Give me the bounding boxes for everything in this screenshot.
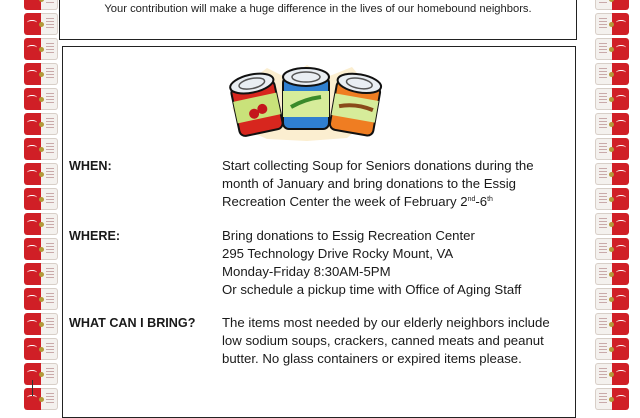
soup-can-medal [39, 197, 44, 202]
soup-can-script [27, 220, 37, 225]
what-to-bring-section [69, 314, 569, 374]
soup-can-medal [609, 72, 614, 77]
soup-can-medal [39, 372, 44, 377]
where-line: Bring donations to Essig Recreation Center [222, 228, 475, 243]
when-line: month of January and bring donations to the Essig [222, 176, 516, 191]
soup-can-icon [595, 388, 629, 410]
soup-can-medal [609, 172, 614, 177]
soup-can-icon [595, 338, 629, 360]
soup-can-script [616, 220, 626, 225]
soup-can-border-left [24, 0, 60, 413]
soup-can-lines [599, 368, 607, 380]
soup-can-lines [46, 43, 54, 55]
soup-can-lines [46, 18, 54, 30]
where-details [222, 227, 572, 299]
soup-can-script [27, 70, 37, 75]
soup-can-script [27, 195, 37, 200]
when-line: Start collecting Soup for Seniors donations during the [222, 158, 534, 173]
soup-can-medal [609, 322, 614, 327]
soup-can-icon [24, 0, 58, 10]
soup-can-icon [595, 38, 629, 60]
soup-can-icon [595, 163, 629, 185]
soup-can-script [616, 270, 626, 275]
soup-can-lines [599, 168, 607, 180]
soup-can-lines [599, 293, 607, 305]
date-suffix: nd [467, 196, 476, 203]
soup-can-script [27, 120, 37, 125]
soup-can-lines [46, 243, 54, 255]
where-section [69, 227, 569, 303]
soup-can-icon [595, 113, 629, 135]
soup-can-icon [24, 13, 58, 35]
soup-can-icon [24, 288, 58, 310]
soup-can-icon [24, 263, 58, 285]
soup-can-medal [609, 272, 614, 277]
soup-can-lines [46, 218, 54, 230]
soup-can-medal [609, 97, 614, 102]
soup-can-script [616, 345, 626, 350]
when-line [222, 193, 572, 211]
soup-can-medal [39, 247, 44, 252]
soup-can-lines [46, 93, 54, 105]
soup-can-lines [599, 343, 607, 355]
soup-can-script [27, 270, 37, 275]
soup-can-script [27, 95, 37, 100]
soup-can-icon [24, 38, 58, 60]
where-line: Monday-Friday 8:30AM-5PM [222, 264, 391, 279]
when-label: WHEN: [69, 159, 112, 173]
soup-can-icon [595, 138, 629, 160]
when-line-text: Recreation Center the week of February 2 [222, 194, 468, 209]
soup-can-medal [39, 222, 44, 227]
soup-can-medal [39, 22, 44, 27]
where-line: 295 Technology Drive Rocky Mount, VA [222, 246, 454, 261]
soup-can-red [612, 0, 629, 10]
soup-can-icon [24, 238, 58, 260]
soup-can-script [27, 370, 37, 375]
soup-can-medal [609, 122, 614, 127]
soup-can-border-right [595, 0, 631, 413]
soup-can-script [27, 345, 37, 350]
soup-can-script [27, 45, 37, 50]
soup-can-icon [24, 188, 58, 210]
soup-can-script [616, 70, 626, 75]
soup-can-lines [599, 193, 607, 205]
soup-can-icon [595, 63, 629, 85]
soup-can-script [27, 295, 37, 300]
soup-can-medal [609, 197, 614, 202]
soup-can-icon [24, 388, 58, 410]
soup-can-lines [46, 293, 54, 305]
soup-can-medal [609, 247, 614, 252]
soup-can-lines [599, 18, 607, 30]
date-range-end: -6 [475, 194, 488, 209]
flyer-details-box [62, 46, 576, 418]
soup-can-red [24, 0, 41, 10]
soup-can-icon [24, 63, 58, 85]
soup-can-script [27, 20, 37, 25]
soup-can-medal [609, 297, 614, 302]
soup-can-icon [595, 313, 629, 335]
soup-can-icon [24, 113, 58, 135]
soup-can-script [616, 95, 626, 100]
soup-can-icon [24, 338, 58, 360]
soup-can-medal [39, 172, 44, 177]
soup-can-lines [599, 218, 607, 230]
soup-can-medal [609, 347, 614, 352]
date-suffix: th [487, 196, 493, 203]
soup-can-script [616, 395, 626, 400]
soup-can-medal [39, 97, 44, 102]
soup-can-medal [39, 72, 44, 77]
soup-can-icon [24, 163, 58, 185]
soup-can-script [616, 145, 626, 150]
soup-can-medal [609, 222, 614, 227]
soup-can-lines [46, 393, 54, 405]
soup-can-icon [595, 13, 629, 35]
when-details [222, 157, 572, 211]
what-to-bring-line: low sodium soups, crackers, canned meats and peanut [222, 333, 544, 348]
soup-can-icon [595, 263, 629, 285]
soup-can-script [27, 320, 37, 325]
soup-can-lines [599, 393, 607, 405]
soup-can-lines [46, 0, 54, 5]
soup-can-medal [39, 122, 44, 127]
soup-can-lines [46, 143, 54, 155]
when-section [69, 157, 569, 217]
soup-can-medal [39, 147, 44, 152]
soup-can-script [616, 20, 626, 25]
soup-can-lines [46, 68, 54, 80]
soup-can-lines [599, 68, 607, 80]
soup-can-lines [46, 118, 54, 130]
soup-can-script [616, 120, 626, 125]
canned-food-clipart [227, 63, 383, 143]
soup-can-script [27, 145, 37, 150]
soup-can-medal [39, 297, 44, 302]
what-to-bring-line: butter. No glass containers or expired items please. [222, 351, 522, 366]
soup-can-script [616, 320, 626, 325]
soup-can-icon [24, 88, 58, 110]
soup-can-lines [599, 318, 607, 330]
soup-can-medal [39, 272, 44, 277]
soup-can-lines [46, 193, 54, 205]
soup-can-medal [609, 147, 614, 152]
soup-can-lines [599, 93, 607, 105]
what-to-bring-label: WHAT CAN I BRING? [69, 316, 196, 330]
text-cursor [32, 380, 33, 396]
soup-can-lines [599, 0, 607, 5]
soup-can-script [616, 245, 626, 250]
where-line: Or schedule a pickup time with Office of Aging Staff [222, 282, 522, 297]
soup-can-icon [24, 363, 58, 385]
soup-can-icon [24, 313, 58, 335]
soup-can-lines [46, 368, 54, 380]
soup-can-lines [46, 268, 54, 280]
soup-can-icon [595, 238, 629, 260]
soup-can-medal [609, 372, 614, 377]
soup-can-script [616, 370, 626, 375]
soup-can-medal [609, 47, 614, 52]
soup-can-script [616, 170, 626, 175]
what-to-bring-details [222, 314, 572, 368]
soup-can-icon [24, 138, 58, 160]
soup-can-lines [599, 43, 607, 55]
soup-can-lines [599, 143, 607, 155]
soup-can-script [616, 295, 626, 300]
soup-can-icon [595, 188, 629, 210]
soup-can-script [27, 245, 37, 250]
soup-can-medal [39, 322, 44, 327]
soup-can-lines [599, 118, 607, 130]
soup-can-script [616, 45, 626, 50]
soup-can-icon [595, 213, 629, 235]
soup-can-icon [595, 363, 629, 385]
soup-can-lines [599, 243, 607, 255]
soup-can-lines [46, 168, 54, 180]
soup-can-icon [595, 0, 629, 10]
soup-can-lines [46, 318, 54, 330]
soup-can-medal [39, 47, 44, 52]
soup-can-medal [39, 347, 44, 352]
soup-can-lines [46, 343, 54, 355]
where-label: WHERE: [69, 229, 121, 243]
what-to-bring-line: The items most needed by our elderly neighbors include [222, 315, 550, 330]
soup-can-lines [599, 268, 607, 280]
soup-can-script [616, 195, 626, 200]
soup-can-icon [24, 213, 58, 235]
soup-can-icon [595, 288, 629, 310]
soup-can-script [27, 170, 37, 175]
soup-can-medal [609, 22, 614, 27]
intro-text-box [59, 0, 577, 40]
intro-text: Your contribution will make a huge difference in the lives of our homebound neighbors. [104, 3, 532, 15]
soup-can-icon [595, 88, 629, 110]
soup-can-medal [39, 0, 44, 2]
